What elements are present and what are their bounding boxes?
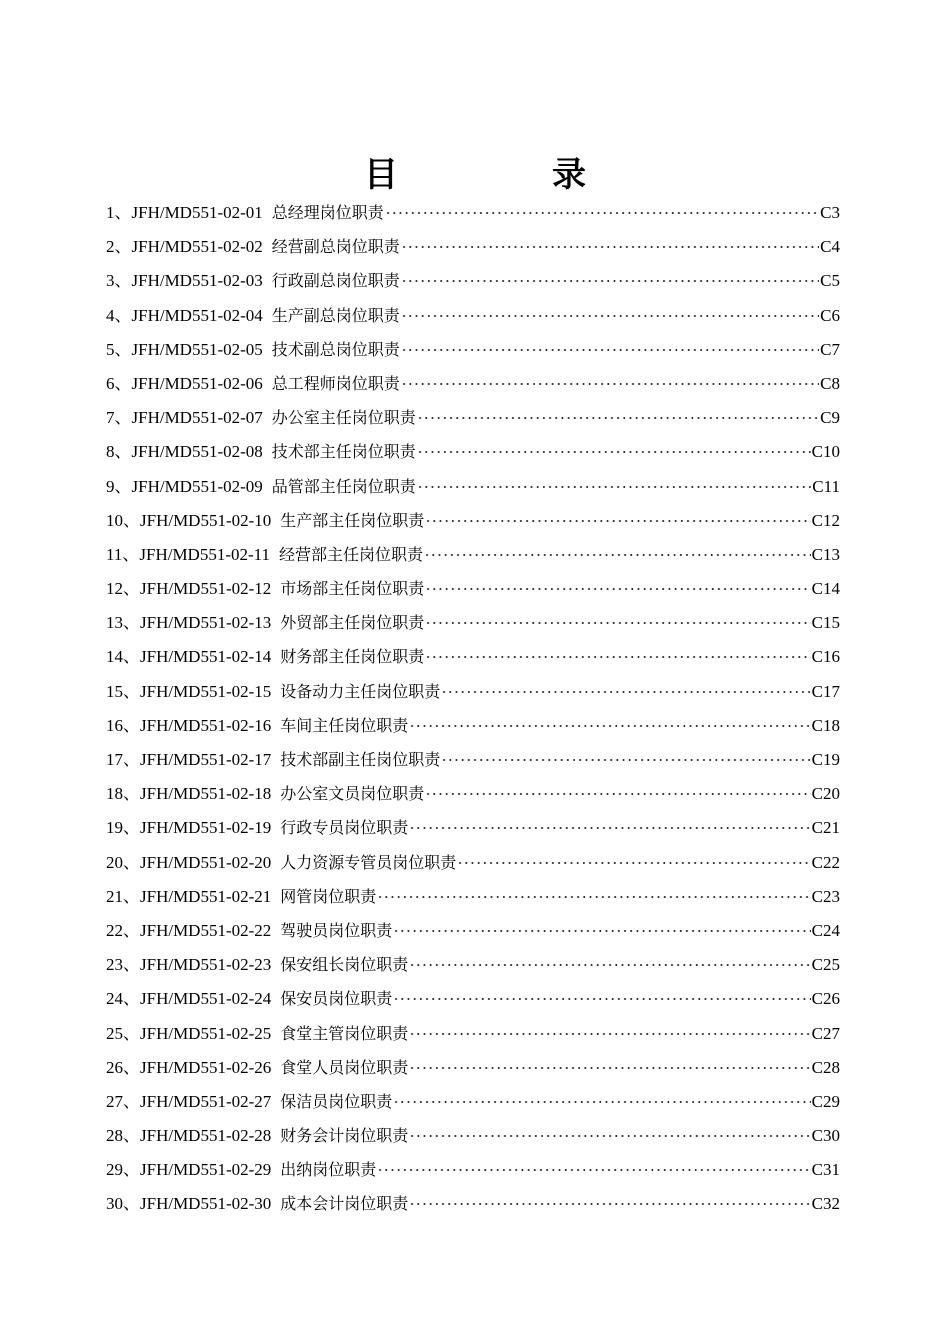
toc-entry-code: JFH/MD551-02-30 bbox=[140, 1194, 272, 1214]
toc-entry[interactable] bbox=[106, 811, 840, 845]
toc-entry-code: JFH/MD551-02-29 bbox=[140, 1160, 272, 1180]
toc-entry-code: JFH/MD551-02-16 bbox=[140, 715, 272, 735]
toc-entry[interactable] bbox=[106, 299, 840, 333]
toc-dot-leader bbox=[409, 725, 810, 727]
toc-entry-number: 1、 bbox=[106, 203, 132, 222]
toc-entry-number: 30、 bbox=[106, 1194, 140, 1214]
toc-entry[interactable] bbox=[106, 1017, 840, 1051]
toc-dot-leader bbox=[409, 964, 810, 966]
toc-entry-title: 外贸部主任岗位职责 bbox=[280, 613, 425, 633]
toc-entry-page-number: C7 bbox=[820, 339, 840, 359]
toc-entry[interactable] bbox=[106, 333, 840, 367]
toc-entry-page-number: C24 bbox=[811, 920, 840, 940]
toc-dot-leader bbox=[425, 588, 810, 590]
toc-entry-number: 15、 bbox=[106, 681, 140, 701]
toc-entry[interactable] bbox=[106, 470, 840, 504]
toc-entry-title: 行政副总岗位职责 bbox=[271, 271, 400, 291]
toc-entry-title: 食堂人员岗位职责 bbox=[280, 1057, 409, 1077]
toc-entry-number: 22、 bbox=[106, 920, 140, 940]
toc-entry-title: 设备动力主任岗位职责 bbox=[280, 681, 441, 701]
toc-entry[interactable] bbox=[106, 196, 840, 230]
toc-entry-number: 11、 bbox=[106, 544, 140, 564]
toc-dot-leader bbox=[385, 212, 819, 214]
toc-entry[interactable] bbox=[106, 640, 840, 674]
toc-dot-leader bbox=[409, 1203, 810, 1205]
toc-entry-page-number: C31 bbox=[811, 1160, 840, 1180]
toc-entry-code: JFH/MD551-02-23 bbox=[140, 955, 272, 975]
toc-entry-page-number: C18 bbox=[811, 715, 840, 735]
toc-entry-title: 经营部主任岗位职责 bbox=[279, 544, 424, 564]
toc-entry-title: 技术副总岗位职责 bbox=[271, 339, 400, 359]
toc-entry[interactable] bbox=[106, 948, 840, 982]
toc-dot-leader bbox=[425, 793, 810, 795]
toc-entry-number: 12、 bbox=[106, 579, 140, 599]
toc-entry-number: 9、 bbox=[106, 476, 132, 496]
toc-entry-page-number: C19 bbox=[811, 750, 840, 769]
toc-entry-title: 技术部主任岗位职责 bbox=[271, 442, 416, 462]
toc-entry-code: JFH/MD551-02-05 bbox=[131, 339, 263, 359]
toc-entry-page-number: C23 bbox=[811, 886, 840, 906]
toc-entry[interactable] bbox=[106, 1187, 840, 1221]
toc-dot-leader bbox=[424, 554, 811, 556]
toc-dot-leader bbox=[401, 315, 819, 317]
toc-entry-code: JFH/MD551-02-08 bbox=[131, 442, 263, 462]
toc-entry-number: 21、 bbox=[106, 886, 140, 906]
toc-entry-title: 办公室文员岗位职责 bbox=[280, 784, 425, 804]
toc-entry-code: JFH/MD551-02-13 bbox=[140, 613, 272, 633]
toc-entry-title: 办公室主任岗位职责 bbox=[271, 408, 416, 428]
toc-entry-page-number: C5 bbox=[820, 271, 840, 291]
toc-entry-code: JFH/MD551-02-21 bbox=[140, 886, 272, 906]
toc-entry-title: 总工程师岗位职责 bbox=[271, 373, 400, 393]
toc-dot-leader bbox=[441, 691, 810, 693]
toc-entry-number: 29、 bbox=[106, 1160, 140, 1180]
toc-entry-title: 经营副总岗位职责 bbox=[271, 237, 400, 257]
toc-entry-title: 财务会计岗位职责 bbox=[280, 1126, 409, 1146]
toc-entry-title: 保安组长岗位职责 bbox=[280, 955, 409, 975]
toc-entry-code: JFH/MD551-02-15 bbox=[140, 681, 272, 701]
toc-entry[interactable] bbox=[106, 675, 840, 709]
toc-entry[interactable] bbox=[106, 572, 840, 606]
toc-entry-number: 24、 bbox=[106, 989, 140, 1009]
toc-dot-leader bbox=[409, 1135, 810, 1137]
toc-entry-page-number: C10 bbox=[811, 442, 840, 462]
toc-entry-code: JFH/MD551-02-10 bbox=[140, 510, 272, 530]
toc-entry-page-number: C15 bbox=[811, 613, 840, 633]
toc-entry-number: 23、 bbox=[106, 955, 140, 975]
toc-entry-title: 成本会计岗位职责 bbox=[280, 1194, 409, 1214]
toc-entry-title: 生产部主任岗位职责 bbox=[280, 510, 425, 530]
toc-entry-number: 16、 bbox=[106, 715, 140, 735]
toc-entry-number: 6、 bbox=[106, 373, 132, 393]
toc-entry-number: 28、 bbox=[106, 1126, 140, 1146]
toc-entry[interactable] bbox=[106, 538, 840, 572]
toc-dot-leader bbox=[401, 383, 819, 385]
toc-entry-page-number: C17 bbox=[811, 681, 840, 701]
toc-entry-page-number: C16 bbox=[811, 647, 840, 667]
toc-entry-number: 18、 bbox=[106, 784, 140, 804]
toc-entry[interactable] bbox=[106, 606, 840, 640]
toc-dot-leader bbox=[457, 862, 810, 864]
toc-entry-code: JFH/MD551-02-12 bbox=[140, 579, 272, 599]
toc-entry-number: 17、 bbox=[106, 750, 140, 769]
toc-entry-page-number: C22 bbox=[811, 852, 840, 872]
toc-entry-code: JFH/MD551-02-11 bbox=[139, 544, 271, 564]
toc-entry-number: 10、 bbox=[106, 510, 140, 530]
toc-entry-title: 市场部主任岗位职责 bbox=[280, 579, 425, 599]
toc-entry-code: JFH/MD551-02-27 bbox=[140, 1091, 272, 1111]
toc-entry[interactable] bbox=[106, 846, 840, 880]
toc-entry-title: 出纳岗位职责 bbox=[280, 1160, 377, 1180]
toc-dot-leader bbox=[401, 246, 819, 248]
toc-entry-title: 财务部主任岗位职责 bbox=[280, 647, 425, 667]
toc-entry-page-number: C26 bbox=[811, 989, 840, 1009]
toc-entry-code: JFH/MD551-02-07 bbox=[131, 408, 263, 428]
toc-entry-code: JFH/MD551-02-25 bbox=[140, 1023, 272, 1043]
toc-entry-number: 2、 bbox=[106, 237, 132, 257]
toc-dot-leader bbox=[417, 486, 811, 488]
toc-entry-number: 25、 bbox=[106, 1023, 140, 1043]
toc-dot-leader bbox=[377, 896, 810, 898]
page-title: 目 录 bbox=[364, 154, 646, 195]
toc-entry-number: 26、 bbox=[106, 1057, 140, 1077]
toc-entry-code: JFH/MD551-02-24 bbox=[140, 989, 272, 1009]
toc-entry-page-number: C9 bbox=[820, 408, 840, 428]
toc-entry-title: 品管部主任岗位职责 bbox=[271, 476, 416, 496]
toc-dot-leader bbox=[401, 349, 819, 351]
toc-entry[interactable] bbox=[106, 264, 840, 298]
toc-entry-title: 驾驶员岗位职责 bbox=[280, 920, 393, 940]
toc-entry-title: 保安员岗位职责 bbox=[280, 989, 393, 1009]
toc-entry-page-number: C11 bbox=[812, 476, 840, 496]
toc-entry-number: 7、 bbox=[106, 408, 132, 428]
toc-entry[interactable] bbox=[106, 435, 840, 469]
toc-entry-page-number: C29 bbox=[811, 1091, 840, 1111]
toc-dot-leader bbox=[377, 1169, 810, 1171]
toc-entry-page-number: C8 bbox=[820, 373, 840, 393]
toc-dot-leader bbox=[417, 417, 819, 419]
toc-dot-leader bbox=[425, 656, 810, 658]
toc-entry-code: JFH/MD551-02-19 bbox=[140, 818, 272, 838]
toc-entry-number: 19、 bbox=[106, 818, 140, 838]
table-of-contents bbox=[106, 196, 840, 1222]
toc-entry[interactable] bbox=[106, 982, 840, 1016]
toc-entry-code: JFH/MD551-02-14 bbox=[140, 647, 272, 667]
toc-dot-leader bbox=[401, 280, 819, 282]
toc-entry-code: JFH/MD551-02-03 bbox=[131, 271, 263, 291]
toc-dot-leader bbox=[417, 451, 811, 453]
toc-entry[interactable] bbox=[106, 880, 840, 914]
toc-entry-number: 5、 bbox=[106, 339, 132, 359]
toc-entry-title: 总经理岗位职责 bbox=[271, 203, 384, 222]
toc-entry[interactable] bbox=[106, 914, 840, 948]
toc-dot-leader bbox=[409, 827, 810, 829]
toc-entry-page-number: C21 bbox=[811, 818, 840, 838]
toc-entry-code: JFH/MD551-02-22 bbox=[140, 920, 272, 940]
toc-entry-page-number: C28 bbox=[811, 1057, 840, 1077]
toc-dot-leader bbox=[393, 1101, 810, 1103]
toc-entry[interactable] bbox=[106, 1153, 840, 1187]
toc-entry-number: 3、 bbox=[106, 271, 132, 291]
toc-entry-code: JFH/MD551-02-06 bbox=[131, 373, 263, 393]
toc-entry-number: 27、 bbox=[106, 1091, 140, 1111]
toc-entry[interactable] bbox=[106, 1051, 840, 1085]
toc-entry-code: JFH/MD551-02-28 bbox=[140, 1126, 272, 1146]
toc-entry[interactable] bbox=[106, 504, 840, 538]
toc-entry-code: JFH/MD551-02-04 bbox=[131, 305, 263, 325]
toc-entry-title: 行政专员岗位职责 bbox=[280, 818, 409, 838]
toc-entry-page-number: C25 bbox=[811, 955, 840, 975]
toc-entry[interactable] bbox=[106, 743, 840, 777]
toc-entry-number: 8、 bbox=[106, 442, 132, 462]
toc-entry-title: 食堂主管岗位职责 bbox=[280, 1023, 409, 1043]
toc-entry-title: 生产副总岗位职责 bbox=[271, 305, 400, 325]
toc-dot-leader bbox=[425, 622, 810, 624]
toc-dot-leader bbox=[393, 998, 810, 1000]
toc-entry-page-number: C6 bbox=[820, 305, 840, 325]
toc-entry-code: JFH/MD551-02-18 bbox=[140, 784, 272, 804]
toc-entry-code: JFH/MD551-02-17 bbox=[140, 750, 272, 769]
toc-entry-title: 车间主任岗位职责 bbox=[280, 715, 409, 735]
toc-entry-page-number: C20 bbox=[811, 784, 840, 804]
toc-entry-title: 人力资源专管员岗位职责 bbox=[280, 852, 457, 872]
toc-entry[interactable] bbox=[106, 1119, 840, 1153]
toc-entry[interactable] bbox=[106, 1085, 840, 1119]
toc-entry-title: 保洁员岗位职责 bbox=[280, 1091, 393, 1111]
toc-entry-code: JFH/MD551-02-20 bbox=[140, 852, 272, 872]
toc-entry-title: 网管岗位职责 bbox=[280, 886, 377, 906]
toc-entry[interactable] bbox=[106, 777, 840, 811]
toc-dot-leader bbox=[441, 759, 810, 761]
toc-dot-leader bbox=[409, 1033, 810, 1035]
toc-dot-leader bbox=[393, 930, 810, 932]
toc-entry-code: JFH/MD551-02-02 bbox=[131, 237, 263, 257]
toc-entry[interactable] bbox=[106, 367, 840, 401]
toc-entry[interactable] bbox=[106, 709, 840, 743]
toc-entry-code: JFH/MD551-02-01 bbox=[131, 203, 263, 222]
toc-entry-number: 14、 bbox=[106, 647, 140, 667]
toc-entry-number: 13、 bbox=[106, 613, 140, 633]
toc-entry-number: 4、 bbox=[106, 305, 132, 325]
toc-entry-page-number: C32 bbox=[811, 1194, 840, 1214]
toc-entry-code: JFH/MD551-02-26 bbox=[140, 1057, 272, 1077]
toc-entry[interactable] bbox=[106, 230, 840, 264]
toc-entry-page-number: C27 bbox=[811, 1023, 840, 1043]
toc-dot-leader bbox=[409, 1067, 810, 1069]
toc-entry-page-number: C4 bbox=[820, 237, 840, 257]
toc-entry-page-number: C13 bbox=[811, 544, 840, 564]
toc-entry[interactable] bbox=[106, 401, 840, 435]
toc-entry-title: 技术部副主任岗位职责 bbox=[280, 750, 441, 769]
toc-dot-leader bbox=[425, 520, 810, 522]
toc-entry-page-number: C12 bbox=[811, 510, 840, 530]
toc-entry-code: JFH/MD551-02-09 bbox=[131, 476, 263, 496]
toc-entry-page-number: C3 bbox=[820, 203, 840, 222]
toc-entry-page-number: C14 bbox=[811, 579, 840, 599]
toc-entry-page-number: C30 bbox=[811, 1126, 840, 1146]
toc-entry-number: 20、 bbox=[106, 852, 140, 872]
